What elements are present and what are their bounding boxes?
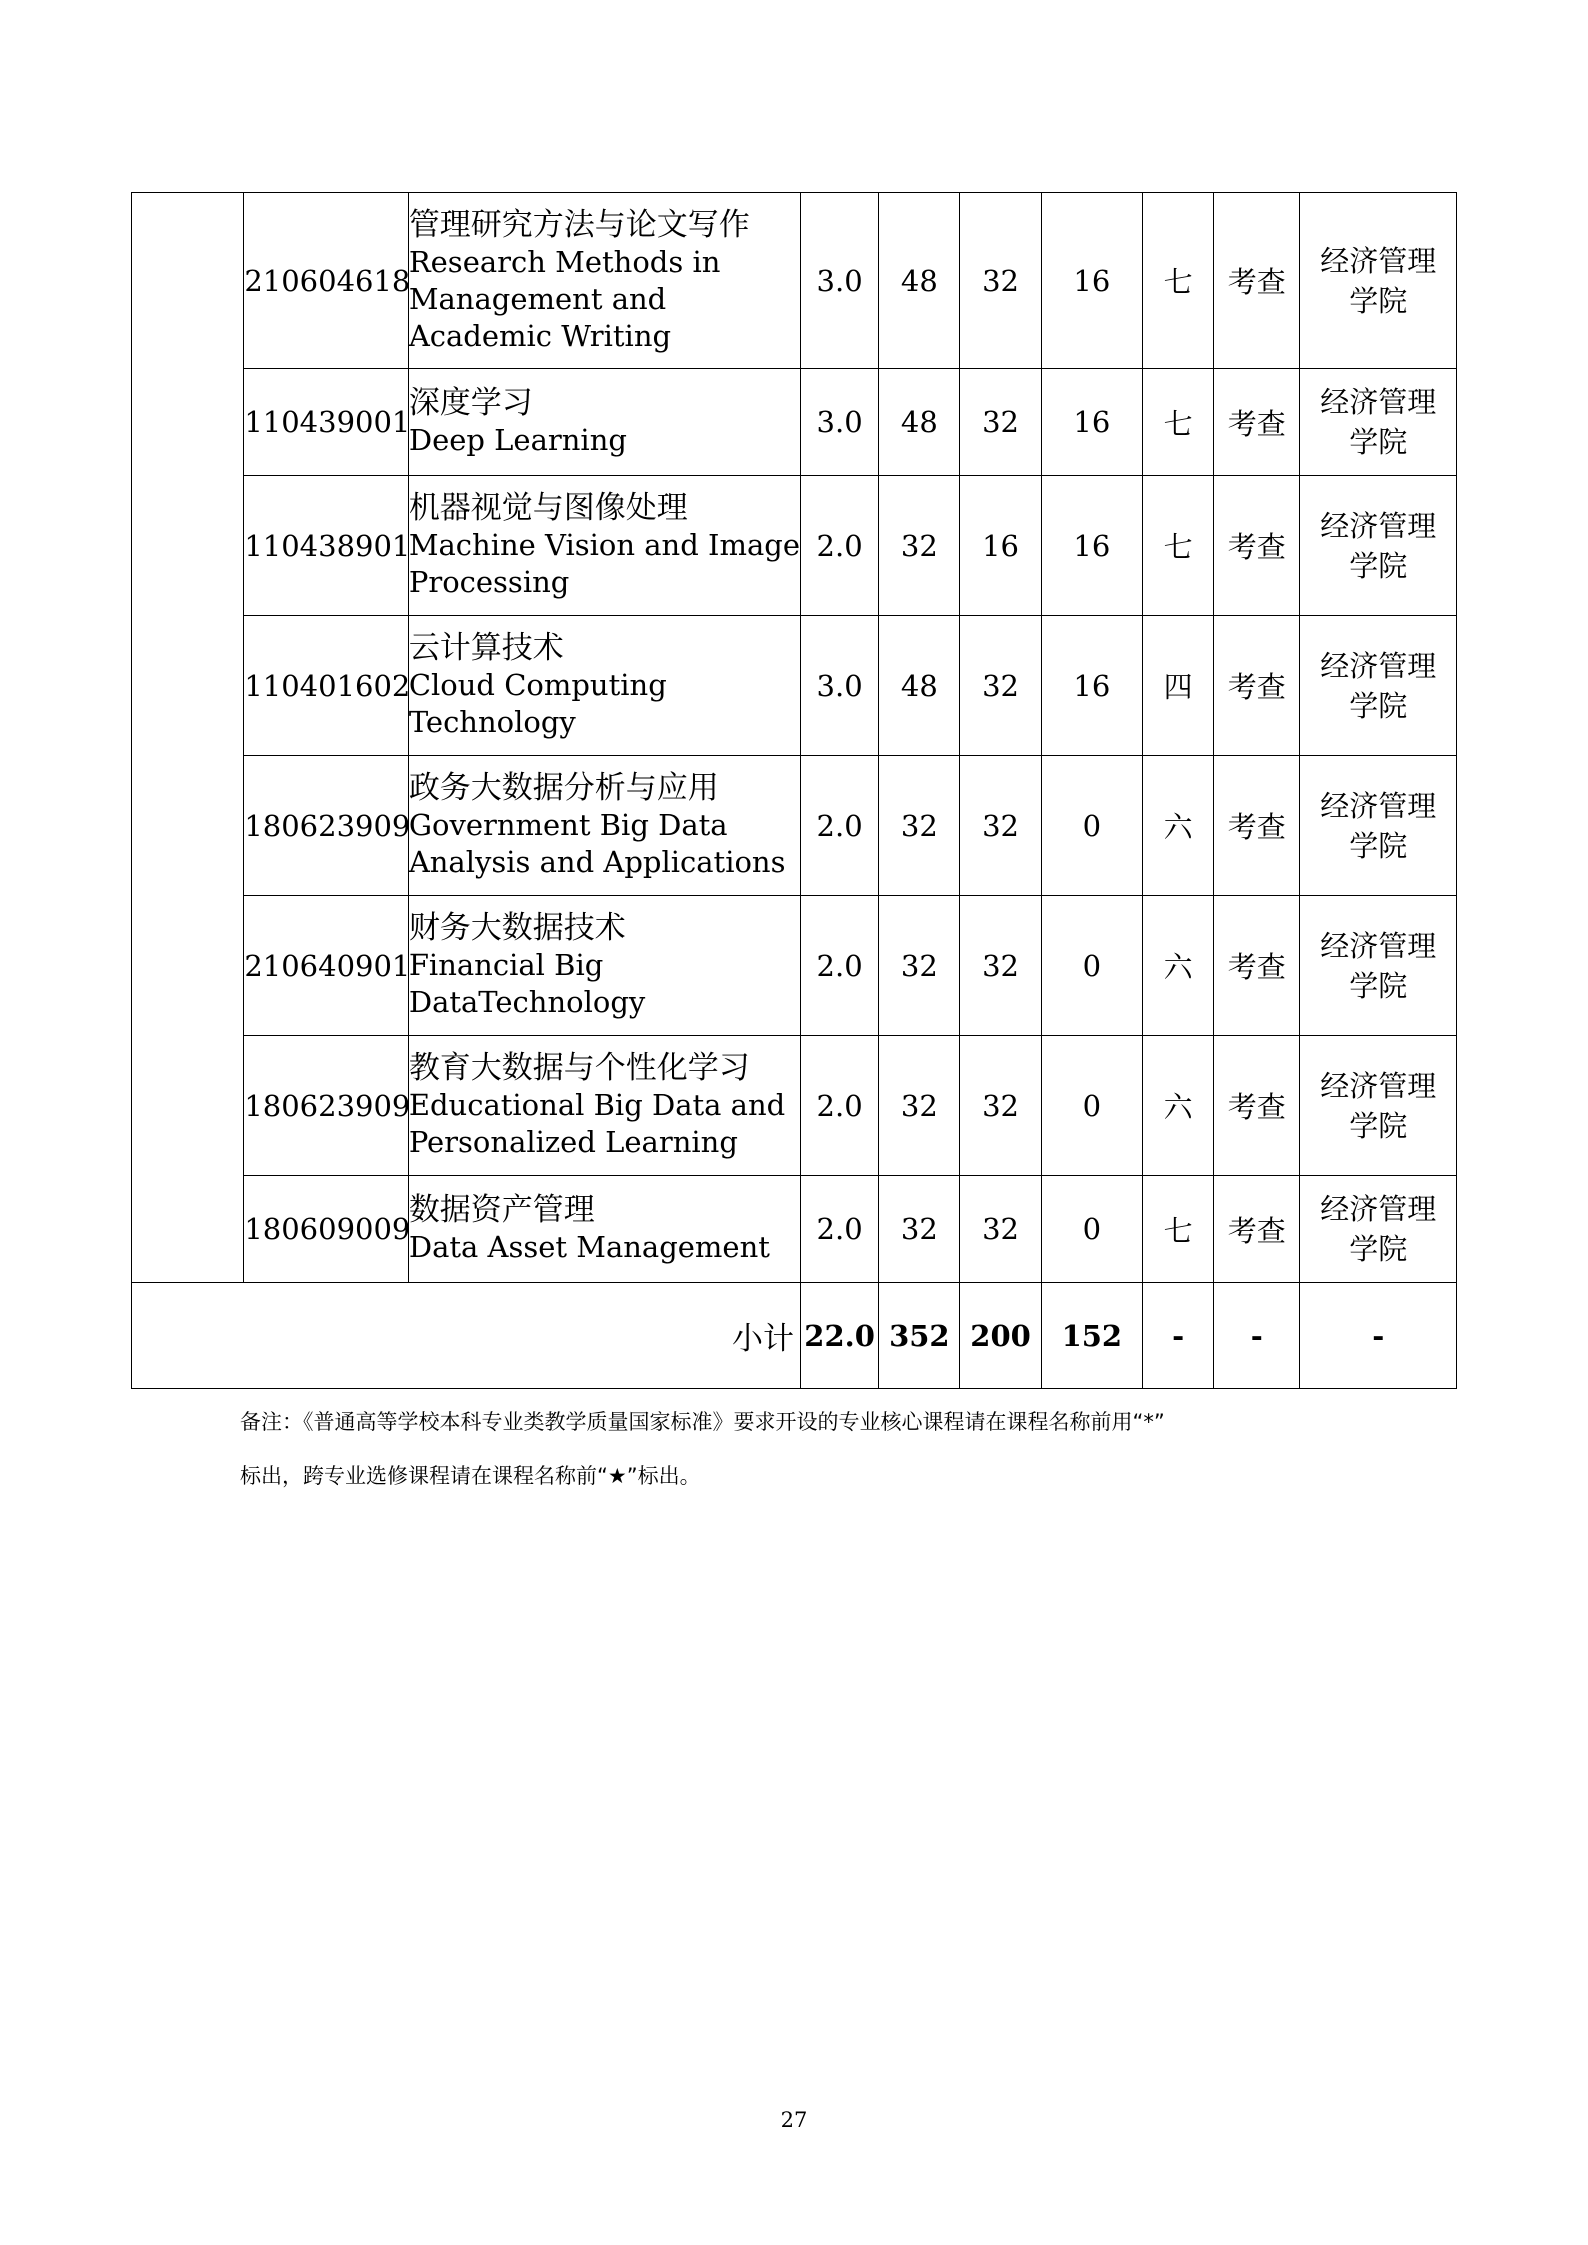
assessment: 考查 (1214, 756, 1300, 896)
practice-hours: 0 (1041, 896, 1142, 1036)
total-hours: 32 (879, 1176, 960, 1283)
page-number: 27 (780, 2108, 808, 2132)
department (1300, 369, 1457, 476)
total-hours: 48 (879, 369, 960, 476)
practice-hours: 16 (1041, 193, 1142, 369)
course-name (408, 369, 800, 476)
course-name-cn: 管理研究方法与论文写作 (408, 206, 750, 243)
theory-hours: 32 (960, 756, 1041, 896)
course-name-en: Cloud Computing Technology (408, 668, 667, 739)
semester: 七 (1142, 476, 1213, 616)
course-name-cn: 教育大数据与个性化学习 (408, 1050, 750, 1086)
course-code: 110439001 (244, 369, 408, 476)
footnote-line-1: 备注：《普通高等学校本科专业类教学质量国家标准》要求开设的专业核心课程请在课程名称前用“*” (240, 1410, 1165, 1434)
assessment: 考查 (1214, 369, 1300, 476)
theory-hours: 16 (960, 476, 1041, 616)
assessment: 考查 (1214, 476, 1300, 616)
subtotal-theory: 200 (960, 1283, 1041, 1389)
course-name-en: Data Asset Management (408, 1230, 770, 1264)
course-name-en: Government Big Data Analysis and Applications (408, 808, 786, 879)
course-name-en: Educational Big Data and Personalized Learning (408, 1088, 786, 1159)
course-name-cn: 财务大数据技术 (408, 910, 626, 946)
course-code: 110401602 (244, 616, 408, 756)
course-name (408, 1176, 800, 1283)
department-label: 经济管理学院 (1320, 788, 1437, 863)
department-label: 经济管理学院 (1320, 385, 1437, 459)
course-name-cn: 政务大数据分析与应用 (408, 770, 719, 806)
practice-hours: 0 (1041, 756, 1142, 896)
course-name-cn: 云计算技术 (408, 630, 564, 666)
credit: 2.0 (800, 476, 878, 616)
subtotal-practice: 152 (1041, 1283, 1142, 1389)
practice-hours: 16 (1041, 369, 1142, 476)
department (1300, 1176, 1457, 1283)
assessment: 考查 (1214, 193, 1300, 369)
table-row (132, 616, 1457, 756)
table-row (132, 756, 1457, 896)
course-name (408, 193, 800, 369)
subtotal-credit: 22.0 (800, 1283, 878, 1389)
course-code: 210604618 (244, 193, 408, 369)
course-table (131, 192, 1457, 1389)
department (1300, 1036, 1457, 1176)
footnote-line-2: 标出，跨专业选修课程请在课程名称前“★”标出。 (240, 1464, 701, 1488)
total-hours: 32 (879, 756, 960, 896)
department (1300, 616, 1457, 756)
course-name (408, 896, 800, 1036)
table-row (132, 193, 1457, 369)
table-row (132, 476, 1457, 616)
department-label: 经济管理学院 (1320, 1068, 1437, 1143)
theory-hours: 32 (960, 1176, 1041, 1283)
semester: 六 (1142, 756, 1213, 896)
course-name (408, 1036, 800, 1176)
course-name-cn: 数据资产管理 (408, 1192, 595, 1228)
semester: 七 (1142, 369, 1213, 476)
theory-hours: 32 (960, 193, 1041, 369)
subtotal-dept: - (1300, 1283, 1457, 1389)
course-name-cn: 深度学习 (408, 385, 533, 421)
course-code: 110438901 (244, 476, 408, 616)
course-name (408, 476, 800, 616)
table-row (132, 1176, 1457, 1283)
total-hours: 32 (879, 1036, 960, 1176)
total-hours: 48 (879, 193, 960, 369)
theory-hours: 32 (960, 369, 1041, 476)
credit: 2.0 (800, 1036, 878, 1176)
course-code: 180609009 (244, 1176, 408, 1283)
table-row (132, 896, 1457, 1036)
table-row (132, 1036, 1457, 1176)
course-code: 180623909 (244, 1036, 408, 1176)
department (1300, 193, 1457, 369)
semester: 四 (1142, 616, 1213, 756)
department-label: 经济管理学院 (1320, 1192, 1437, 1266)
subtotal-row (132, 1283, 1457, 1389)
total-hours: 32 (879, 896, 960, 1036)
assessment: 考查 (1214, 1036, 1300, 1176)
subtotal-hours: 352 (879, 1283, 960, 1389)
department (1300, 896, 1457, 1036)
semester: 六 (1142, 1036, 1213, 1176)
practice-hours: 0 (1041, 1036, 1142, 1176)
total-hours: 48 (879, 616, 960, 756)
department-label: 经济管理学院 (1320, 243, 1437, 318)
theory-hours: 32 (960, 896, 1041, 1036)
practice-hours: 16 (1041, 476, 1142, 616)
course-name (408, 756, 800, 896)
course-name-cn: 机器视觉与图像处理 (408, 490, 688, 526)
credit: 3.0 (800, 193, 878, 369)
course-name-en: Research Methods in Management and Academic Writing (408, 244, 721, 353)
practice-hours: 0 (1041, 1176, 1142, 1283)
course-name-en: Deep Learning (408, 423, 627, 457)
department (1300, 476, 1457, 616)
course-code: 210640901 (244, 896, 408, 1036)
assessment: 考查 (1214, 1176, 1300, 1283)
course-name-en: Machine Vision and Image Processing (408, 528, 800, 599)
course-name-en: Financial Big DataTechnology (408, 948, 646, 1019)
subtotal-label: 小计 (132, 1283, 801, 1389)
course-code: 180623909 (244, 756, 408, 896)
credit: 2.0 (800, 1176, 878, 1283)
table-row (132, 369, 1457, 476)
subtotal-semester: - (1142, 1283, 1213, 1389)
footnote (240, 1395, 1400, 1449)
category-cell (132, 193, 244, 1283)
assessment: 考查 (1214, 616, 1300, 756)
semester: 七 (1142, 193, 1213, 369)
footnote-continued (240, 1449, 1400, 1503)
department (1300, 756, 1457, 896)
theory-hours: 32 (960, 1036, 1041, 1176)
credit: 3.0 (800, 369, 878, 476)
semester: 七 (1142, 1176, 1213, 1283)
assessment: 考查 (1214, 896, 1300, 1036)
credit: 2.0 (800, 896, 878, 1036)
department-label: 经济管理学院 (1320, 508, 1437, 583)
department-label: 经济管理学院 (1320, 648, 1437, 723)
subtotal-assessment: - (1214, 1283, 1300, 1389)
total-hours: 32 (879, 476, 960, 616)
practice-hours: 16 (1041, 616, 1142, 756)
course-name (408, 616, 800, 756)
department-label: 经济管理学院 (1320, 928, 1437, 1003)
theory-hours: 32 (960, 616, 1041, 756)
credit: 3.0 (800, 616, 878, 756)
credit: 2.0 (800, 756, 878, 896)
semester: 六 (1142, 896, 1213, 1036)
